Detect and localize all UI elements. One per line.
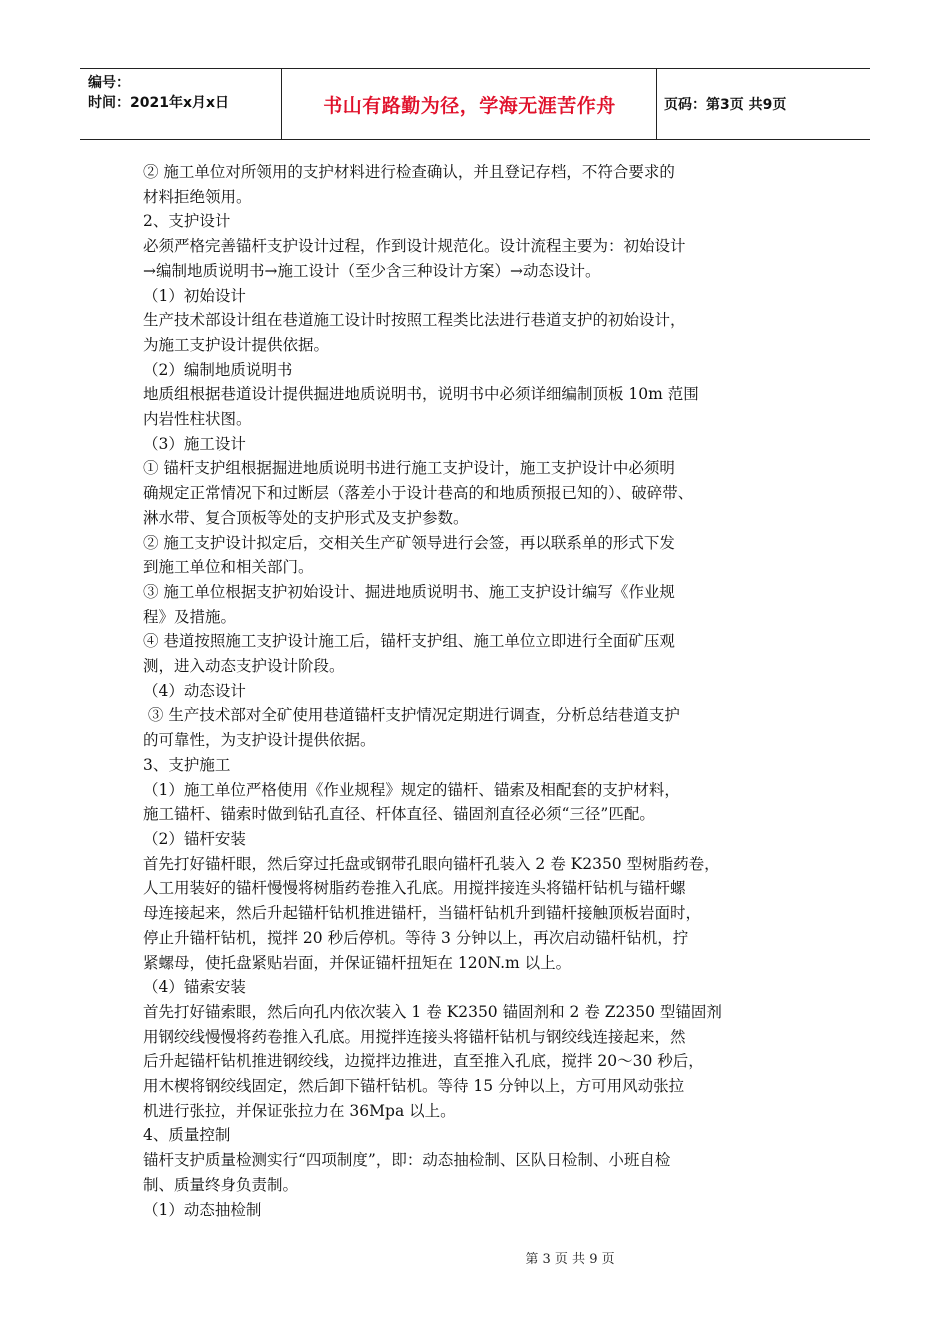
text-line: 内岩性柱状图。 [143, 410, 252, 429]
page-header [80, 68, 870, 140]
text-line: 为施工支护设计提供依据。 [143, 335, 330, 354]
header-page-info: 页码：第3页 共9页 [664, 97, 787, 113]
text-line: ① 锚杆支护组根据掘进地质说明书进行施工支护设计，施工支护设计中必须明 [143, 459, 675, 478]
text-line: ③ 生产技术部对全矿使用巷道锚杆支护情况定期进行调查，分析总结巷道支护 [143, 706, 680, 725]
text-line: 停止升锚杆钻机，搅拌 20 秒后停机。等待 3 分钟以上，再次启动锚杆钻机，拧 [143, 928, 689, 947]
header-motto: 书山有路勤为径，学海无涯苦作舟 [323, 94, 616, 117]
header-meta [88, 73, 283, 113]
text-line: 机进行张拉，并保证张拉力在 36Mpa 以上。 [143, 1101, 456, 1120]
text-line: ② 施工支护设计拟定后，交相关生产矿领导进行会签，再以联系单的形式下发 [143, 533, 675, 552]
subsection-heading: （2）编制地质说明书 [143, 360, 293, 379]
text-line: 测，进入动态支护设计阶段。 [143, 657, 345, 676]
subsection-heading: （4）锚索安装 [143, 978, 246, 997]
subsection-heading: （1）动态抽检制 [143, 1200, 262, 1219]
text-line: 地质组根据巷道设计提供掘进地质说明书，说明书中必须详细编制顶板 10m 范围 [143, 385, 699, 404]
text-line: 紧螺母，使托盘紧贴岩面，并保证锚杆扭矩在 120N.m 以上。 [143, 953, 572, 972]
text-line: （1）施工单位严格使用《作业规程》规定的锚杆、锚索及相配套的支护材料， [143, 780, 680, 799]
text-line: ② 施工单位对所领用的支护材料进行检查确认，并且登记存档，不符合要求的 [143, 163, 675, 181]
text-line: 的可靠性，为支护设计提供依据。 [143, 731, 376, 750]
text-line: 淋水带、复合顶板等处的支护形式及支护参数。 [143, 508, 469, 527]
section-heading: 2、支护设计 [143, 212, 231, 231]
text-line: 到施工单位和相关部门。 [143, 558, 314, 577]
subsection-heading: （3）施工设计 [143, 434, 246, 453]
text-line: 用木楔将钢绞线固定，然后卸下锚杆钻机。等待 15 分钟以上，方可用风动张拉 [143, 1077, 685, 1096]
subsection-heading: （4）动态设计 [143, 681, 246, 700]
text-line: 材料拒绝领用。 [143, 187, 252, 206]
text-line: 施工锚杆、锚索时做到钻孔直径、杆体直径、锚固剂直径必须“三径”匹配。 [143, 805, 655, 824]
document-date: 时间：2021年x月x日 [88, 95, 230, 111]
subsection-heading: （2）锚杆安装 [143, 829, 246, 848]
text-line: 必须严格完善锚杆支护设计过程，作到设计规范化。设计流程主要为：初始设计 [143, 237, 686, 256]
text-line: 程》及措施。 [143, 607, 237, 626]
text-line: 后升起锚杆钻机推进钢绞线，边搅拌边推进，直至推入孔底，搅拌 20～30 秒后， [143, 1052, 704, 1071]
text-line: 锚杆支护质量检测实行“四项制度”，即：动态抽检制、区队日检制、小班自检 [143, 1151, 671, 1170]
text-line: →编制地质说明书→施工设计（至少含三种设计方案）→动态设计。 [143, 261, 601, 280]
text-line: 确规定正常情况下和过断层（落差小于设计巷高的和地质预报已知的）、破碎带、 [143, 484, 694, 503]
section-heading: 4、质量控制 [143, 1126, 231, 1145]
text-line: 首先打好锚杆眼，然后穿过托盘或钢带孔眼向锚杆孔装入 2 卷 K2350 型树脂药卷， [143, 854, 720, 873]
text-line: 母连接起来，然后升起锚杆钻机推进锚杆，当锚杆钻机升到锚杆接触顶板岩面时， [143, 904, 702, 923]
document-body [143, 160, 823, 1222]
text-line: 人工用装好的锚杆慢慢将树脂药卷推入孔底。用搅拌接连头将锚杆钻机与锚杆螺 [143, 879, 686, 898]
page-footer: 第 3 页 共 9 页 [525, 1252, 615, 1267]
text-line: ④ 巷道按照施工支护设计施工后，锚杆支护组、施工单位立即进行全面矿压观 [143, 632, 675, 651]
subsection-heading: （1）初始设计 [143, 286, 246, 305]
section-heading: 3、支护施工 [143, 755, 231, 774]
text-line: 制、质量终身负责制。 [143, 1175, 299, 1194]
text-line: 生产技术部设计组在巷道施工设计时按照工程类比法进行巷道支护的初始设计， [143, 311, 686, 330]
header-divider [281, 69, 282, 139]
text-line: ③ 施工单位根据支护初始设计、掘进地质说明书、施工支护设计编写《作业规 [143, 582, 675, 601]
text-line: 用钢绞线慢慢将药卷推入孔底。用搅拌连接头将锚杆钻机与钢绞线连接起来，然 [143, 1027, 686, 1046]
header-divider [656, 69, 657, 139]
text-line: 首先打好锚索眼，然后向孔内依次装入 1 卷 K2350 锚固剂和 2 卷 Z2350 型锚固剂 [143, 1002, 722, 1021]
document-number-label: 编号： [88, 75, 130, 91]
